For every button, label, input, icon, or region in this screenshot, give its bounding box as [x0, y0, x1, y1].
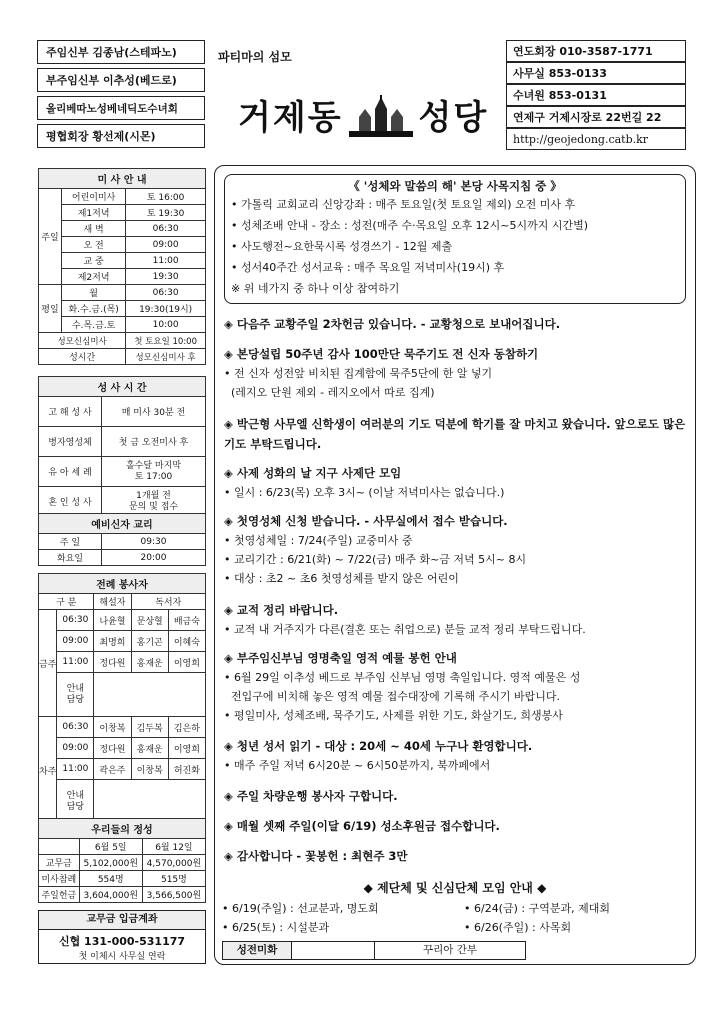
liturgy-person: 나윤혈 — [94, 610, 131, 631]
groups-title: ◆ 제단체 및 신심단체 모임 안내 ◆ — [363, 881, 547, 895]
finance-label: 교무금 — [39, 855, 80, 871]
news-line: • 전 신자 성전앞 비치된 집계함에 묵주5단에 한 알 넣기 — [224, 367, 493, 380]
news-item — [224, 817, 694, 836]
sacrament-name: 유 아 세 례 — [39, 457, 102, 487]
mass-extra-name: 성시간 — [39, 349, 126, 365]
news-item — [224, 787, 694, 806]
news-line: • 평일미사, 성체조배, 묵주기도, 사제를 위한 기도, 화살기도, 희생봉사 — [224, 709, 563, 722]
news-item — [224, 464, 694, 502]
finance-table — [38, 818, 206, 903]
header-right-3: 수녀원 853-0131 — [506, 84, 686, 106]
account-box — [38, 910, 206, 964]
liturgy-person: 곽은주 — [94, 759, 131, 780]
finance-value: 3,566,500원 — [142, 887, 205, 903]
sacrament-time: 첫 금 오전미사 후 — [102, 427, 206, 457]
groups-right — [464, 899, 692, 937]
sacrament-title: 성 사 시 간 — [39, 377, 206, 397]
cleaning-value: 꾸리아 간부 — [375, 941, 526, 960]
catechumen-time: 09:30 — [102, 534, 206, 550]
news-line: • 교리기간 : 6/21(화) ~ 7/22(금) 매주 화~금 저녁 5시~ 8시 — [224, 553, 527, 566]
mass-table — [38, 168, 206, 365]
news-heading: ◈ 사제 성화의 날 지구 사제단 모임 — [224, 466, 402, 480]
group-item: • 6/24(금) : 구역분과, 제대회 — [464, 902, 610, 915]
news-line: • 일시 : 6/23(목) 오후 3시~ (이날 저녁미사는 없습니다.) — [224, 486, 505, 499]
mass-row-name: 교 중 — [62, 253, 126, 269]
finance-value: 4,570,000원 — [142, 855, 205, 871]
news-heading: ◈ 주일 차량운행 봉사자 구합니다. — [224, 789, 398, 803]
news-line: • 매주 주일 저녁 6시20분 ~ 6시50분까지, 북까페에서 — [224, 759, 491, 772]
news-line: • 6월 29일 이추성 베드로 부주임 신부님 영명 축일입니다. 영적 예물은 성 — [224, 671, 581, 684]
liturgy-time: 09:00 — [57, 631, 94, 652]
liturgy-person: 배금숙 — [168, 610, 205, 631]
sacrament-table — [38, 376, 206, 517]
liturgy-time: 11:00 — [57, 652, 94, 673]
liturgy-guide-blank — [94, 780, 206, 824]
header-right-1: 연도회장 010-3587-1771 — [506, 40, 686, 62]
sacrament-name: 고 해 성 사 — [39, 397, 102, 427]
news-line: (레지오 단원 제외 - 레지오에서 따로 집계) — [224, 386, 435, 399]
mass-row-name: 화.수.금.(목) — [62, 301, 126, 317]
header-left-2: 부주임신부 이추성(베드로) — [37, 68, 205, 92]
parish-title — [238, 90, 488, 139]
liturgy-title: 전례 봉사자 — [39, 574, 206, 594]
mass-row-time: 토 16:00 — [126, 189, 206, 205]
finance-value: 515명 — [142, 871, 205, 887]
liturgy-person: 정다원 — [94, 652, 131, 673]
group-item: • 6/25(토) : 시설분과 — [222, 921, 330, 934]
mass-row-time: 19:30(19시) — [126, 301, 206, 317]
finance-label: 미사참례 — [39, 871, 80, 887]
news-line: 전입구에 비치해 놓은 영적 예물 접수대장에 기록해 주시기 바랍니다. — [224, 690, 560, 703]
cleaning-row — [222, 941, 692, 960]
catechumen-table — [38, 513, 206, 566]
mass-row-name: 제1저녁 — [62, 205, 126, 221]
sacrament-time: 1개월 전 문의 및 접수 — [102, 487, 206, 517]
notice-item: • 사도행전~요한묵시록 성경쓰기 - 12월 제출 — [231, 240, 453, 253]
mass-row-time: 06:30 — [126, 285, 206, 301]
sacrament-name: 혼 인 성 사 — [39, 487, 102, 517]
liturgy-person: 홍기곤 — [131, 631, 168, 652]
finance-title: 우리들의 정성 — [39, 819, 206, 839]
header-right-2: 사무실 853-0133 — [506, 62, 686, 84]
group-item: • 6/19(주일) : 선교분과, 명도회 — [222, 902, 379, 915]
notice-item: • 성체조배 안내 - 장소 : 성전(매주 수·목요일 오후 12시~5시까지 시간별) — [231, 219, 589, 232]
liturgy-guide-label: 안내 담당 — [57, 673, 94, 717]
header-left-4: 평협회장 황선제(시몬) — [37, 124, 205, 148]
liturgy-col: 독서자 — [131, 594, 205, 610]
liturgy-group-label: 차주 — [39, 717, 57, 824]
account-note: 첫 이체시 사무실 연락 — [78, 952, 166, 962]
finance-col: 6월 12일 — [142, 839, 205, 855]
catechumen-day: 주 일 — [39, 534, 102, 550]
news-item — [224, 649, 694, 725]
news-line: • 대상 : 초2 ~ 초6 첫영성체를 받지 않은 어린이 — [224, 572, 459, 585]
news-heading: ◈ 부주임신부님 영명축일 영적 예물 봉헌 안내 — [224, 651, 457, 665]
liturgy-guide-label: 안내 담당 — [57, 780, 94, 824]
groups-left — [222, 899, 462, 937]
news-item — [224, 315, 694, 334]
finance-label: 주일헌금 — [39, 887, 80, 903]
mass-row-name: 제2저녁 — [62, 269, 126, 285]
news-item — [224, 345, 694, 402]
parish-subtitle: 파티마의 섬모 — [218, 50, 292, 64]
news-item — [224, 847, 694, 866]
church-logo-icon — [349, 95, 413, 139]
liturgy-person: 김두복 — [131, 717, 168, 738]
mass-row-name: 어린이미사 — [62, 189, 126, 205]
finance-value: 5,102,000원 — [79, 855, 142, 871]
liturgy-person: 홍재운 — [131, 652, 168, 673]
liturgy-col: 해설자 — [94, 594, 131, 610]
liturgy-time: 11:00 — [57, 759, 94, 780]
liturgy-person: 허진화 — [168, 759, 205, 780]
liturgy-person: 이영희 — [168, 652, 205, 673]
mass-row-time: 11:00 — [126, 253, 206, 269]
liturgy-time: 06:30 — [57, 717, 94, 738]
finance-value: 554명 — [79, 871, 142, 887]
sacrament-time: 홀수달 마지막 토 17:00 — [102, 457, 206, 487]
news-heading: ◈ 청년 성서 읽기 - 대상 : 20세 ~ 40세 누구나 환영합니다. — [224, 739, 533, 753]
mass-row-time: 09:00 — [126, 237, 206, 253]
cleaning-label: 성전미화 — [222, 941, 292, 960]
news-item — [224, 414, 694, 454]
account-title: 교무금 입금계좌 — [39, 911, 205, 930]
account-number: 신협 131-000-531177 — [58, 935, 186, 948]
news-heading: ◈ 교적 정리 바랍니다. — [224, 603, 339, 617]
news-item — [224, 512, 694, 588]
sacrament-time: 매 미사 30분 전 — [102, 397, 206, 427]
liturgy-person: 최명희 — [94, 631, 131, 652]
news-line: • 첫영성체일 : 7/24(주일) 교중미사 중 — [224, 534, 413, 547]
news-heading: ◈ 매월 셋째 주일(이달 6/19) 성소후원금 접수합니다. — [224, 819, 500, 833]
notice-item: ※ 위 네가지 중 하나 이상 참여하기 — [231, 282, 400, 295]
mass-row-time: 10:00 — [126, 317, 206, 333]
mass-row-time: 06:30 — [126, 221, 206, 237]
liturgy-person: 정다원 — [94, 738, 131, 759]
parish-name-left: 거제동 — [238, 98, 343, 138]
mass-extra-name: 성모신심미사 — [39, 333, 126, 349]
liturgy-guide-blank — [94, 673, 206, 717]
catechumen-time: 20:00 — [102, 550, 206, 566]
finance-value: 3,604,000원 — [79, 887, 142, 903]
header-left-1: 주임신부 김종남(스테파노) — [37, 40, 205, 64]
mass-extra-time: 성모신심미사 후 — [126, 349, 206, 365]
notice-title: 《 '성체와 말씀의 해' 본당 사목지침 중 》 — [348, 179, 562, 193]
liturgy-group-label: 금주 — [39, 610, 57, 717]
liturgy-col: 구 분 — [39, 594, 94, 610]
news-item — [224, 601, 694, 639]
mass-row-name: 새 벽 — [62, 221, 126, 237]
header-right-4: 연제구 거제시장로 22번길 22 — [506, 106, 686, 128]
header-right-5[interactable]: http://geojedong.catb.kr — [506, 128, 686, 150]
parish-name-right: 성당 — [418, 98, 489, 138]
mass-row-name: 오 전 — [62, 237, 126, 253]
news-heading: ◈ 다음주 교황주일 2차헌금 있습니다. - 교황청으로 보내어집니다. — [224, 317, 561, 331]
header-left-3: 올리베따노성베네딕도수녀회 — [37, 96, 205, 120]
news-line: • 교적 내 거주지가 다른(결혼 또는 취업으로) 분들 교적 정리 부탁드립니다. — [224, 623, 586, 636]
liturgy-person: 이혜숙 — [168, 631, 205, 652]
liturgy-person: 문상혈 — [131, 610, 168, 631]
liturgy-time: 09:00 — [57, 738, 94, 759]
news-heading: ◈ 첫영성체 신청 받습니다. - 사무실에서 접수 받습니다. — [224, 514, 508, 528]
mass-row-name: 월 — [62, 285, 126, 301]
mass-extra-time: 첫 토요일 10:00 — [126, 333, 206, 349]
notice-box — [224, 174, 686, 304]
mass-weekday-label: 평일 — [39, 285, 62, 333]
liturgy-time: 06:30 — [57, 610, 94, 631]
finance-col: 6월 5일 — [79, 839, 142, 855]
notice-item: • 성서40주간 성서교육 : 매주 목요일 저녁미사(19시) 후 — [231, 261, 505, 274]
liturgy-person: 이창복 — [131, 759, 168, 780]
news-heading: ◈ 감사합니다 - 꽃봉헌 : 최현주 3만 — [224, 849, 408, 863]
liturgy-person: 이영희 — [168, 738, 205, 759]
notice-item: • 가톨릭 교회교리 신앙강좌 : 매주 토요일(첫 토요일 제외) 오전 미사 후 — [231, 198, 576, 211]
liturgy-person: 이창복 — [94, 717, 131, 738]
mass-row-time: 토 19:30 — [126, 205, 206, 221]
catechumen-title: 예비신자 교리 — [39, 514, 206, 534]
news-item — [224, 737, 694, 775]
finance-col — [39, 839, 80, 855]
cleaning-blank — [292, 941, 375, 960]
news-heading: ◈ 박근형 사무엘 신학생이 여러분의 기도 덕분에 학기를 잘 마치고 왔습니다. 앞으로도 많은 기도 부탁드립니다. — [224, 417, 686, 451]
liturgy-person: 홍재운 — [131, 738, 168, 759]
mass-title: 미 사 안 내 — [39, 169, 206, 189]
sacrament-name: 병자영성체 — [39, 427, 102, 457]
liturgy-person: 김은하 — [168, 717, 205, 738]
catechumen-day: 화요일 — [39, 550, 102, 566]
mass-row-name: 수.목.금.토 — [62, 317, 126, 333]
group-item: • 6/26(주일) : 사목회 — [464, 921, 572, 934]
mass-row-time: 19:30 — [126, 269, 206, 285]
mass-sunday-label: 주일 — [39, 189, 62, 285]
news-heading: ◈ 본당설립 50주년 감사 100만단 묵주기도 전 신자 동참하기 — [224, 347, 539, 361]
liturgy-table — [38, 573, 206, 824]
